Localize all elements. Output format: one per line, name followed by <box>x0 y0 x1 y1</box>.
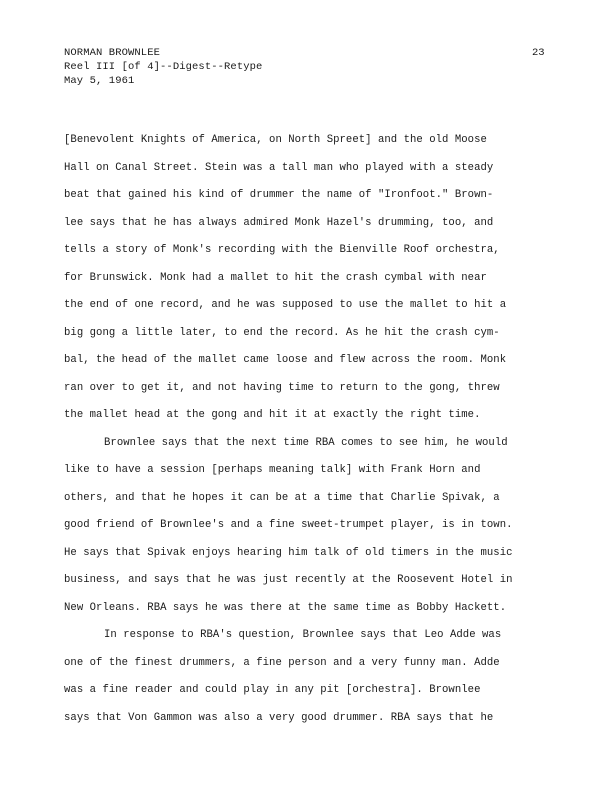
text-line: the mallet head at the gong and hit it at exactly the right time. <box>64 409 481 421</box>
reel-info: Reel III [of 4]--Digest--Retype <box>64 61 263 73</box>
text-line: tells a story of Monk's recording with the Bienville Roof orchestra, <box>64 244 500 256</box>
text-line: others, and that he hopes it can be at a time that Charlie Spivak, a <box>64 491 500 504</box>
text-line: one of the finest drummers, a fine person and a very funny man. Adde <box>64 656 500 669</box>
text-line: like to have a session [perhaps meaning talk] with Frank Horn and <box>64 464 481 476</box>
interviewee-name: NORMAN BROWNLEE <box>64 47 161 59</box>
interview-date: May 5, 1961 <box>64 75 135 87</box>
text-line: good friend of Brownlee's and a fine sweet-trumpet player, is in town. <box>64 519 513 531</box>
text-line: bal, the head of the mallet came loose and flew across the room. Monk <box>64 354 507 366</box>
text-line: says that Von Gammon was also a very good drummer. RBA says that he <box>64 711 494 724</box>
text-line: New Orleans. RBA says he was there at the same time as Bobby Hackett. <box>64 601 507 614</box>
text-line: lee says that he has always admired Monk Hazel's drumming, too, and <box>64 216 494 229</box>
document-header <box>64 46 262 88</box>
page-number: 23 <box>532 47 545 59</box>
text-line: Hall on Canal Street. Stein was a tall man who played with a steady <box>64 161 494 174</box>
transcript-body <box>64 127 584 732</box>
text-line: [Benevolent Knights of America, on North Spreet] and the old Moose <box>64 134 487 146</box>
text-line: the end of one record, and he was supposed to use the mallet to hit a <box>64 299 507 311</box>
text-line: was a fine reader and could play in any pit [orchestra]. Brownlee <box>64 684 481 696</box>
text-line: ran over to get it, and not having time to return to the gong, threw <box>64 381 500 394</box>
text-line: He says that Spivak enjoys hearing him talk of old timers in the music <box>64 546 513 559</box>
text-line: big gong a little later, to end the record. As he hit the crash cym- <box>64 326 500 339</box>
text-line: beat that gained his kind of drummer the name of "Ironfoot." Brown- <box>64 189 494 201</box>
text-line: business, and says that he was just recently at the Roosevent Hotel in <box>64 574 513 586</box>
paragraph-start-line: In response to RBA's question, Brownlee says that Leo Adde was <box>104 629 502 641</box>
paragraph-start-line: Brownlee says that the next time RBA comes to see him, he would <box>104 436 508 449</box>
text-line: for Brunswick. Monk had a mallet to hit the crash cymbal with near <box>64 271 487 284</box>
